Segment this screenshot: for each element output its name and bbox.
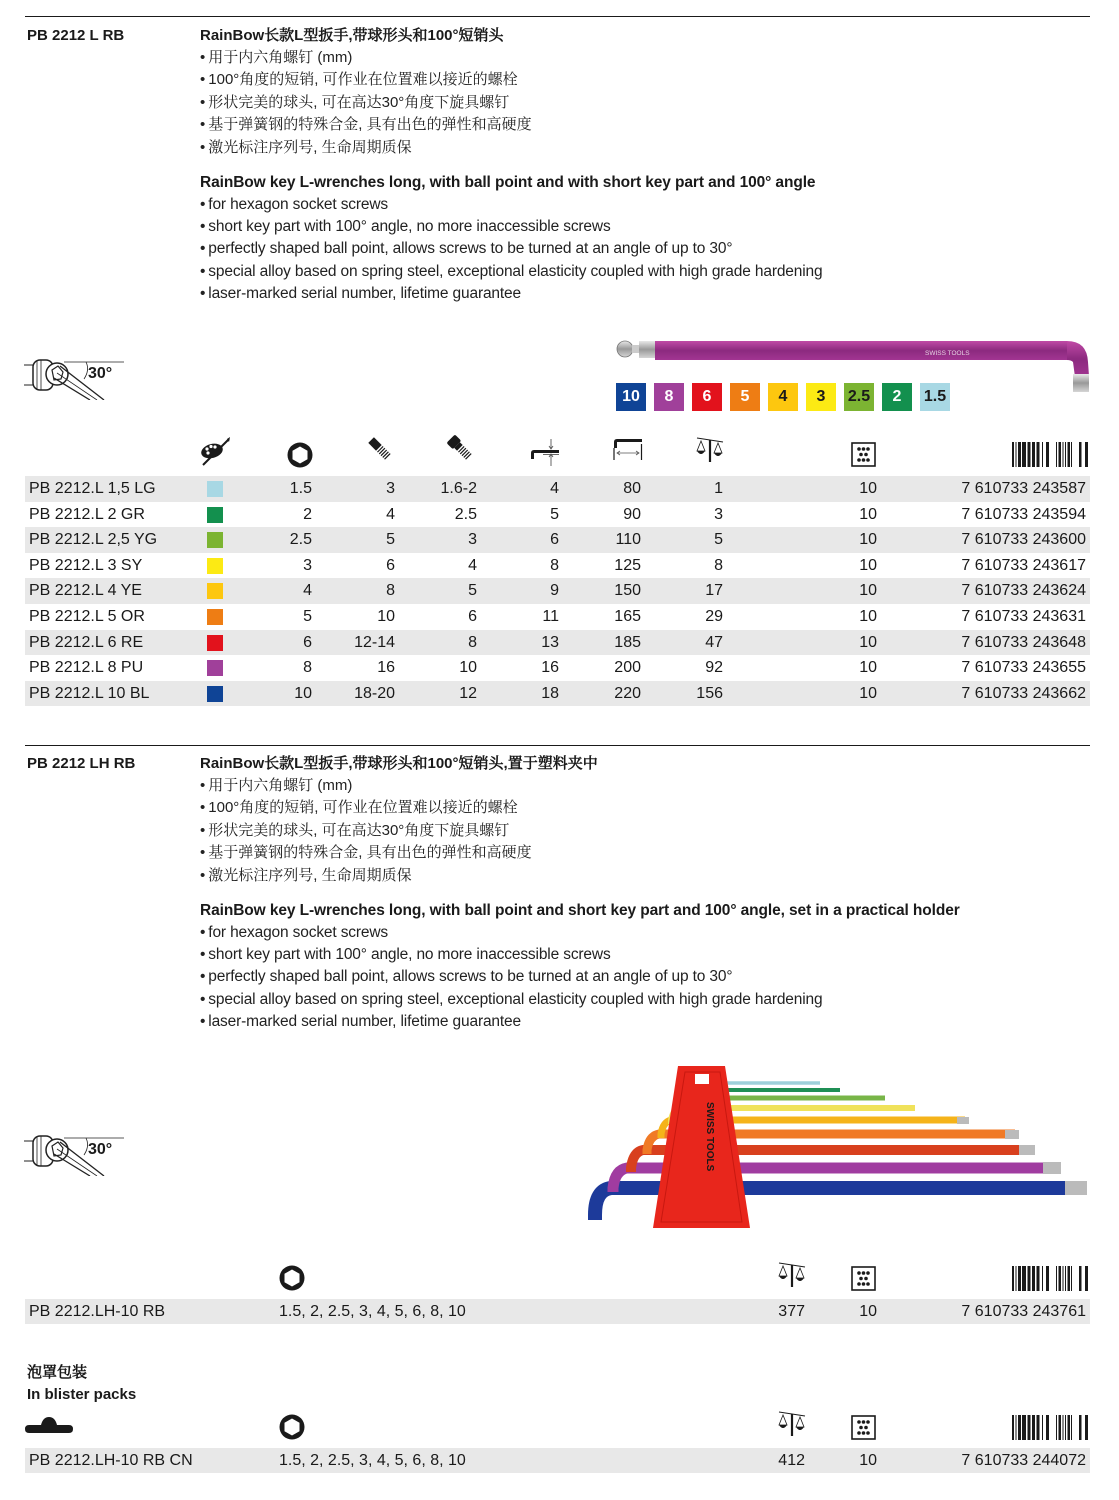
weight-g: 156 [696,684,723,702]
bullet-cn: • 基于弹簧钢的特殊合金, 具有出色的弹性和高硬度 [200,114,1090,136]
size-swatch [920,383,950,411]
color-chip [207,635,223,651]
length-mm: 165 [614,607,641,625]
color-chip [207,481,223,497]
article-code: PB 2212.L 8 PU [29,659,144,677]
product-table [25,476,1090,706]
bullet-cn: • 形状完美的球头, 可在高达30°角度下旋具螺钉 [200,820,1090,842]
hex-sizes: 1.5, 2, 2.5, 3, 4, 5, 6, 8, 10 [279,1452,466,1469]
pack-qty: 10 [859,505,877,523]
pack-qty: 10 [859,659,877,677]
table-row [25,553,1090,579]
pack-qty: 10 [859,684,877,702]
bullet-en: • laser-marked serial number, lifetime guarantee [200,1011,1090,1033]
screw-size-2: 2.5 [454,505,477,523]
hex-size: 10 [294,684,312,702]
bullet-en: • perfectly shaped ball point, allows screws to be turned at an angle of up to 30° [200,238,1090,260]
table-row [25,476,1090,502]
hexagon-socket-icon [278,1413,306,1441]
bullet-cn: • 100°角度的短销, 可作业在位置难以接近的螺栓 [200,797,1090,819]
product-description [200,753,1090,1033]
ean-code: 7 610733 243594 [961,505,1086,523]
ean-code: 7 610733 243655 [961,659,1086,677]
screw-size-2: 1.6-2 [440,480,477,497]
barcode-icon [1012,1415,1089,1440]
screw-size-2: 8 [468,633,477,651]
swatch-label: 6 [702,388,712,405]
pack-quantity-icon [851,1266,876,1291]
brand-label: SWISS TOOLS [925,350,970,357]
swatch-label: 5 [740,388,750,405]
short-length: 16 [541,659,559,677]
bullet-cn: • 形状完美的球头, 可在高达30°角度下旋具螺钉 [200,92,1090,114]
size-swatch [616,383,646,411]
size-swatch [654,383,684,411]
bullet-cn: • 基于弹簧钢的特殊合金, 具有出色的弹性和高硬度 [200,842,1090,864]
bullet-en: • special alloy based on spring steel, exceptional elasticity coupled with high grade hardening [200,989,1090,1011]
table-row [25,604,1090,630]
hex-size: 2.5 [289,531,312,549]
blister-title-cn: 泡罩包装 [27,1364,88,1381]
table-row [25,630,1090,656]
screw-size-2: 6 [468,607,477,625]
pack-qty: 10 [859,607,877,625]
weight-g: 412 [778,1452,805,1469]
screw-size-1: 16 [377,659,395,677]
pack-qty: 10 [859,582,877,600]
hex-size: 2 [303,505,312,523]
hex-size: 3 [303,556,312,574]
length-icon [612,436,644,462]
bullet-en: • short key part with 100° angle, no more inaccessible screws [200,216,1090,238]
length-mm: 125 [614,556,641,574]
bullet-cn: • 激光标注序列号, 生命周期质保 [200,865,1090,887]
swatch-label: 10 [622,388,640,405]
weight-g: 92 [705,659,723,677]
ean-code: 7 610733 244072 [961,1452,1086,1469]
length-mm: 110 [615,531,641,549]
key-thickness-icon [529,437,561,467]
bullet-en: • for hexagon socket screws [200,922,1090,944]
hex-size: 8 [303,659,312,677]
article-code: PB 2212.L 6 RE [29,633,144,651]
article-code: PB 2212.L 5 OR [29,607,145,625]
holder-brand-label: SWISS TOOLS [704,1102,715,1172]
barcode-icon [1012,442,1089,467]
length-mm: 90 [623,505,641,523]
table-row [25,1299,1090,1324]
color-chip [207,686,223,702]
table-row [25,655,1090,681]
short-length: 18 [541,684,559,702]
hexagon-socket-icon [286,441,314,469]
swatch-label: 2.5 [847,388,871,405]
weight-g: 47 [705,633,723,651]
screw-size-2: 12 [459,684,477,702]
key-set-holder-image [585,1060,1091,1238]
article-code: PB 2212.L 10 BL [29,684,150,702]
size-swatch [692,383,722,411]
screw-size-2: 10 [459,659,477,677]
article-code: PB 2212.L 2 GR [29,505,145,523]
weight-g: 17 [705,582,723,600]
screw-size-2: 3 [468,531,477,549]
ean-code: 7 610733 243648 [961,633,1086,651]
screw-size-1: 10 [377,607,395,625]
weight-scale-icon [695,436,725,464]
weight-g: 8 [714,556,723,574]
bullet-en: • laser-marked serial number, lifetime guarantee [200,283,1090,305]
hexagon-socket-icon [278,1264,306,1292]
length-mm: 200 [614,659,641,677]
size-swatch [806,383,836,411]
size-swatch [730,383,760,411]
bullet-cn: • 激光标注序列号, 生命周期质保 [200,137,1090,159]
bullet-en: • for hexagon socket screws [200,194,1090,216]
table-row [25,502,1090,528]
bullet-en: • special alloy based on spring steel, exceptional elasticity coupled with high grade hardening [200,261,1090,283]
ean-code: 7 610733 243600 [961,531,1086,549]
article-code: PB 2212.L 3 SY [29,556,143,574]
article-code: PB 2212.LH-10 RB [29,1303,166,1320]
title-cn: RainBow长款L型扳手,带球形头和100°短销头 [200,27,504,44]
screw-size-1: 6 [386,556,395,574]
hex-size: 1.5 [289,480,312,497]
ean-code: 7 610733 243631 [961,607,1086,625]
screw-size-1: 8 [386,582,395,600]
color-chip [207,532,223,548]
weight-g: 29 [705,607,723,625]
ean-code: 7 610733 243761 [961,1303,1086,1320]
length-mm: 150 [614,582,641,600]
swatch-label: 1.5 [923,388,947,405]
angle-label: 30° [88,365,113,382]
product-code: PB 2212 LH RB [27,755,136,772]
screw-size-1: 3 [386,480,395,497]
color-chip [207,583,223,599]
article-code: PB 2212.L 1,5 LG [29,480,156,497]
hex-size: 4 [303,582,312,600]
bullet-en: • short key part with 100° angle, no more inaccessible screws [200,944,1090,966]
article-code: PB 2212.L 4 YE [29,582,142,600]
screw-size-2: 5 [468,582,477,600]
ean-code: 7 610733 243617 [961,556,1086,574]
title-en: RainBow key L-wrenches long, with ball point and short key part and 100° angle, set in a practical holder [200,902,960,920]
weight-g: 1 [714,480,723,497]
article-code: PB 2212.L 2,5 YG [29,531,158,549]
screw-size-1: 12-14 [354,633,395,651]
cap-screw-icon [446,434,478,466]
color-chip [207,558,223,574]
short-length: 13 [541,633,559,651]
pack-quantity-icon [851,442,876,467]
table-row [25,578,1090,604]
weight-g: 5 [714,531,723,549]
bullet-en: • perfectly shaped ball point, allows screws to be turned at an angle of up to 30° [200,966,1090,988]
table-row [25,527,1090,553]
product-code: PB 2212 L RB [27,27,125,44]
short-length: 5 [550,505,559,523]
weight-scale-icon [777,1410,807,1438]
table-row [25,681,1090,707]
length-mm: 220 [614,684,641,702]
title-en: RainBow key L-wrenches long, with ball point and with short key part and 100° angle [200,174,816,192]
pack-qty: 10 [859,1303,877,1320]
short-length: 4 [550,480,559,497]
pack-qty: 10 [859,531,877,549]
screw-size-1: 18-20 [354,684,395,702]
blister-title-en: In blister packs [27,1386,137,1403]
hex-size: 6 [303,633,312,651]
short-length: 11 [542,607,559,625]
size-swatch [844,383,874,411]
section-divider [25,745,1090,746]
short-length: 9 [550,582,559,600]
length-mm: 185 [614,633,641,651]
color-chip [207,660,223,676]
size-color-legend [616,383,950,411]
short-length: 6 [550,531,559,549]
swatch-label: 2 [892,388,902,405]
barcode-icon [1012,1266,1089,1291]
table-row [25,1448,1090,1473]
ean-code: 7 610733 243587 [961,480,1086,497]
swatch-label: 3 [816,388,826,405]
bullet-cn: • 100°角度的短销, 可作业在位置难以接近的螺栓 [200,69,1090,91]
screw-size-1: 4 [386,505,395,523]
color-palette-icon [199,437,231,467]
screw-size-1: 5 [386,531,395,549]
short-length: 8 [550,556,559,574]
swatch-label: 8 [664,388,674,405]
ean-code: 7 610733 243624 [961,582,1086,600]
pack-quantity-icon [851,1415,876,1440]
article-code: PB 2212.LH-10 RB CN [29,1452,193,1469]
product-description [200,25,1090,305]
hex-size: 5 [303,607,312,625]
set-screw-icon [366,436,396,464]
size-swatch [882,383,912,411]
pack-qty: 10 [859,633,877,651]
weight-scale-icon [777,1261,807,1289]
bullet-cn: • 用于内六角螺钉 (mm) [200,775,1090,797]
swatch-label: 4 [778,388,788,405]
screw-size-2: 4 [468,556,477,574]
hex-sizes: 1.5, 2, 2.5, 3, 4, 5, 6, 8, 10 [279,1303,466,1320]
ean-code: 7 610733 243662 [961,684,1086,702]
color-chip [207,609,223,625]
pack-qty: 10 [859,1452,877,1469]
length-mm: 80 [623,480,641,497]
pack-qty: 10 [859,556,877,574]
section-divider [25,16,1090,17]
color-chip [207,507,223,523]
weight-g: 377 [778,1303,805,1320]
weight-g: 3 [714,505,723,523]
blister-pack-icon [25,1415,73,1433]
title-cn: RainBow长款L型扳手,带球形头和100°短销头,置于塑料夹中 [200,755,598,772]
pack-qty: 10 [859,480,877,497]
bullet-cn: • 用于内六角螺钉 (mm) [200,47,1090,69]
size-swatch [768,383,798,411]
angle-label: 30° [88,1141,113,1158]
